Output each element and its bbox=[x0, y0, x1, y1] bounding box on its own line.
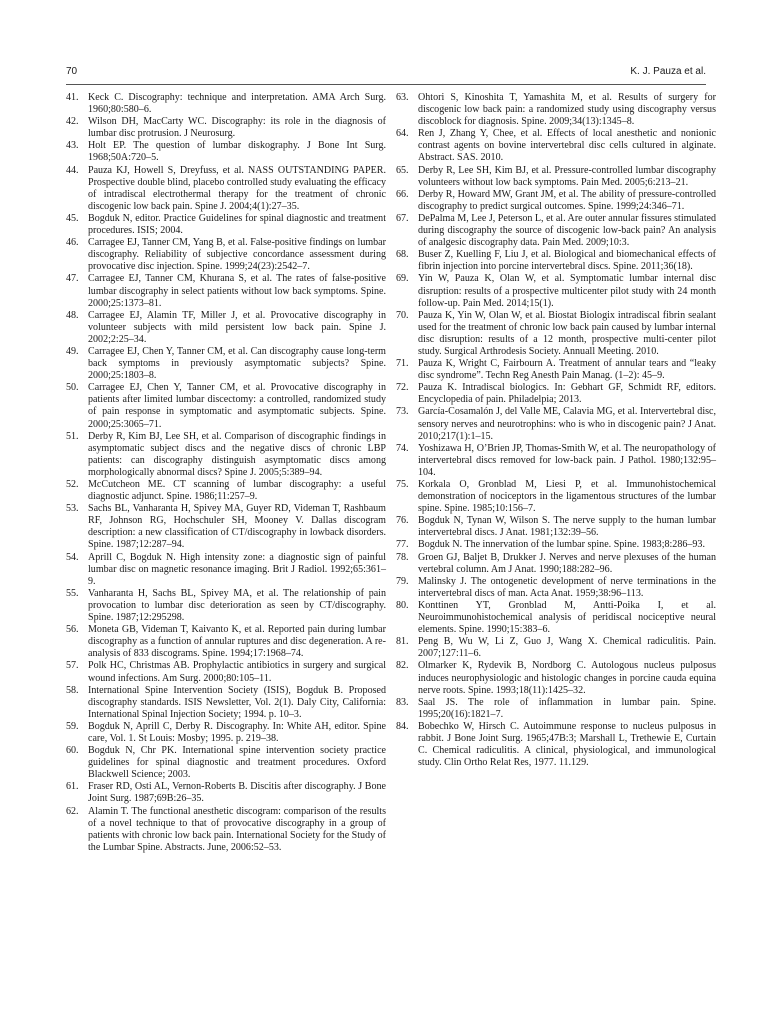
reference-number: 51. bbox=[66, 430, 79, 442]
reference-text: Peng B, Wu W, Li Z, Guo J, Wang X. Chemical radiculitis. Pain. 2007;127:11–6. bbox=[418, 636, 716, 660]
reference-text: Aprill C, Bogduk N. High intensity zone: a diagnostic sign of painful lumbar disc on magnetic resonance imaging. Brit J Radiol. 1992;65:361–9. bbox=[88, 551, 386, 587]
reference-text: Carragee EJ, Alamin TF, Miller J, et al. Provocative discography in volunteer subjects with mild persistent low back pain. Spine J. 2002;2:25–34. bbox=[88, 309, 386, 345]
reference-text: Sachs BL, Vanharanta H, Spivey MA, Guyer RD, Videman T, Rashbaum RF, Johnson RG, Hochschuler SH, Mooney V. Dallas discogram description: a new classification of CT/discography in lowback disorders. Spine. 1987;12:287–94. bbox=[88, 503, 386, 551]
reference-text: Keck C. Discography: technique and interpretation. AMA Arch Surg. 1960;80:580–6. bbox=[88, 92, 386, 116]
reference-number: 63. bbox=[396, 92, 409, 103]
reference-item bbox=[396, 406, 716, 442]
reference-number: 49. bbox=[66, 345, 79, 357]
reference-item bbox=[66, 624, 386, 660]
reference-text: Bogduk N. The innervation of the lumbar spine. Spine. 1983;8:286–93. bbox=[418, 539, 705, 551]
reference-text: Korkala O, Gronblad M, Liesi P, et al. Immunohistochemical demonstration of nociceptors in the ligamentous structures of the lumbar spine. Spine. 1985;10:156–7. bbox=[418, 479, 716, 515]
reference-item bbox=[66, 781, 386, 805]
page-header bbox=[66, 66, 706, 80]
reference-text: Pauza KJ, Howell S, Dreyfuss, et al. NASS OUTSTANDING PAPER. Prospective double blind, placebo controlled study evaluating the efficacy of intradiscal electrothermal therapy for the treatment of chronic discogenic low back pain. Spine J. 2004;4(1):27–35. bbox=[88, 164, 386, 212]
reference-number: 65. bbox=[396, 164, 409, 176]
reference-text: Pauza K, Yin W, Olan W, et al. Biostat Biologix intradiscal fibrin sealant used for the treatment of chronic low back pain caused by lumbar internal disc disruption: results of a 12 month, prospective multi-center pilot study. Surgical Arthrodesis Society. Annuall Meeting. 2010. bbox=[418, 309, 716, 357]
reference-text: Malinsky J. The ontogenetic development of nerve terminations in the intervertebral discs of man. Acta Anat. 1959;38:96–113. bbox=[418, 575, 716, 599]
reference-item bbox=[396, 539, 716, 551]
reference-number: 75. bbox=[396, 479, 409, 490]
reference-number: 79. bbox=[396, 575, 409, 587]
reference-item bbox=[66, 685, 386, 721]
reference-item bbox=[66, 721, 386, 745]
reference-item bbox=[66, 273, 386, 309]
reference-text: DePalma M, Lee J, Peterson L, et al. Are outer annular fissures stimulated during discography the source of discogenic low-back pain? An analysis of analgesic discography data. Pain Med. 2009;10:3. bbox=[418, 212, 716, 249]
reference-item bbox=[66, 745, 386, 781]
reference-item bbox=[66, 660, 386, 684]
reference-text: Alamin T. The functional anesthetic discogram: comparison of the results of a novel technique to that of provocative discography in a group of patients with chronic low back pain. International Society for the Study of the Lumbar Spine. Abstracts. June, 2006:52–53. bbox=[88, 805, 386, 853]
reference-text: Derby R, Howard MW, Grant JM, et al. The ability of pressure-controlled discography to predict surgical outcomes. Spine. 1999;24:346–71. bbox=[418, 188, 716, 212]
page-number: 70 bbox=[66, 66, 78, 77]
reference-number: 81. bbox=[396, 636, 409, 648]
reference-text: Derby R, Kim BJ, Lee SH, et al. Comparison of discographic findings in asymptomatic subject discs and the negative discs of chronic LBP patients: can discography distinguish asymptomatic discs among morphologically abnormal discs? Spine J. 2005;5:389–94. bbox=[88, 430, 386, 478]
reference-item bbox=[396, 382, 716, 406]
reference-item bbox=[396, 92, 716, 128]
reference-number: 70. bbox=[396, 309, 409, 321]
reference-item bbox=[396, 128, 716, 164]
reference-number: 72. bbox=[396, 382, 409, 394]
reference-number: 68. bbox=[396, 249, 409, 261]
reference-text: Derby R, Lee SH, Kim BJ, et al. Pressure-controlled lumbar discography volunteers without low back symptoms. Pain Med. 2005;6:213–21. bbox=[418, 164, 716, 188]
running-head: K. J. Pauza et al. bbox=[630, 66, 706, 77]
reference-item bbox=[66, 503, 386, 551]
reference-text: Carragee EJ, Chen Y, Tanner CM, et al. Provocative discography in patients after limited lumbar discectomy: a controlled, randomized study of pain response in symptomatic and asymptomatic subjects. Spine. 2000;25:3065–71. bbox=[88, 382, 386, 430]
reference-item bbox=[66, 382, 386, 430]
reference-text: Bogduk N, Tynan W, Wilson S. The nerve supply to the human lumbar intervertebral discs. J Anat. 1981;132:39–56. bbox=[418, 515, 716, 539]
reference-text: Yoshizawa H, O’Brien JP, Thomas-Smith W, et al. The neuropathology of intervertebral discs removed for low-back pain. J Pathol. 1980;132:95–104. bbox=[418, 442, 716, 478]
reference-item bbox=[396, 636, 716, 660]
reference-number: 53. bbox=[66, 503, 79, 515]
reference-item bbox=[396, 310, 716, 358]
reference-number: 50. bbox=[66, 382, 79, 394]
reference-number: 46. bbox=[66, 237, 79, 249]
header-rule bbox=[66, 84, 706, 85]
reference-item bbox=[396, 443, 716, 479]
reference-text: Holt EP. The question of lumbar diskography. J Bone Int Surg. 1968;50A:720–5. bbox=[88, 140, 386, 164]
references-column-left bbox=[66, 92, 386, 854]
reference-text: Ohtori S, Kinoshita T, Yamashita M, et al. Results of surgery for discogenic low back pain: a randomized study using discography versus discoblock for diagnosis. Spine. 2009;34(13):1345–8. bbox=[418, 92, 716, 128]
reference-text: Bogduk N, editor. Practice Guidelines for spinal diagnostic and treatment procedures. ISIS; 2004. bbox=[88, 212, 386, 237]
reference-text: Olmarker K, Rydevik B, Nordborg C. Autologous nucleus pulposus induces neurophysiologic and histologic changes in porcine cauda equina nerve roots. Spine. 1993;18(11):1425–32. bbox=[418, 660, 716, 696]
reference-item bbox=[66, 431, 386, 479]
reference-number: 62. bbox=[66, 805, 79, 817]
reference-number: 47. bbox=[66, 273, 79, 285]
reference-number: 80. bbox=[396, 599, 409, 611]
reference-text: Wilson DH, MacCarty WC. Discography: its role in the diagnosis of lumbar disc protrusion. J Neurosurg. bbox=[88, 116, 386, 140]
reference-number: 42. bbox=[66, 116, 79, 128]
reference-number: 60. bbox=[66, 745, 79, 757]
reference-text: Ren J, Zhang Y, Chee, et al. Effects of local anesthetic and nonionic contrast agents on bovine intervertebral disc cells cultured in alginate. Abstract. SAS. 2010. bbox=[418, 128, 716, 164]
reference-item bbox=[396, 165, 716, 189]
reference-text: Carragee EJ, Tanner CM, Yang B, et al. False-positive findings on lumbar discography. Reliability of subjective concordance assessment during provocative disc injection. Spine. 1999;24(23):2542–7. bbox=[88, 237, 386, 273]
reference-text: Polk HC, Christmas AB. Prophylactic antibiotics in surgery and surgical wound infections. Am Surg. 2000;80:105–11. bbox=[88, 660, 386, 684]
reference-text: Konttinen YT, Gronblad M, Antti-Poika I, et al. Neuroimmunohistochemical analysis of peridiscal nociceptive neural elements. Spine. 1990;15:383–6. bbox=[418, 599, 716, 636]
reference-number: 83. bbox=[396, 696, 409, 708]
reference-item bbox=[396, 552, 716, 576]
reference-item bbox=[66, 479, 386, 503]
reference-item bbox=[66, 552, 386, 588]
reference-number: 76. bbox=[396, 515, 409, 527]
reference-number: 55. bbox=[66, 587, 79, 599]
reference-item bbox=[396, 515, 716, 539]
reference-number: 56. bbox=[66, 624, 79, 636]
reference-number: 44. bbox=[66, 164, 79, 176]
reference-text: International Spine Intervention Society (ISIS), Bogduk B. Proposed discography standards. ISIS Newsletter, Vol. 2(1). Daly City, California: International Spinal Injection Society; 1994. p. 10–3. bbox=[88, 684, 386, 720]
reference-item bbox=[396, 600, 716, 636]
reference-number: 71. bbox=[396, 358, 409, 370]
reference-number: 48. bbox=[66, 309, 79, 321]
reference-item bbox=[396, 213, 716, 249]
reference-number: 54. bbox=[66, 551, 79, 563]
reference-text: Groen GJ, Baljet B, Drukker J. Nerves and nerve plexuses of the human vertebral column. Am J Anat. 1990;188:282–96. bbox=[418, 551, 716, 575]
reference-number: 66. bbox=[396, 188, 409, 200]
reference-text: Moneta GB, Videman T, Kaivanto K, et al. Reported pain during lumbar discography as a function of annular ruptures and disc degeneration. A re-analysis of 833 discograms. Spine. 1994;17:1968–74. bbox=[88, 624, 386, 660]
reference-item bbox=[66, 92, 386, 116]
reference-text: Bogduk N, Aprill C, Derby R. Discography. In: White AH, editor. Spine care, Vol. 1. St Louis: Mosby; 1995. p. 219–38. bbox=[88, 720, 386, 744]
reference-number: 61. bbox=[66, 781, 79, 793]
reference-number: 73. bbox=[396, 406, 409, 418]
reference-item bbox=[396, 189, 716, 213]
reference-text: Carragee EJ, Chen Y, Tanner CM, et al. Can discography cause long-term back symptoms in previously asymptomatic subjects? Spine. 2000;25:1803–8. bbox=[88, 345, 386, 382]
reference-number: 84. bbox=[396, 720, 409, 732]
reference-item bbox=[396, 479, 716, 515]
reference-item bbox=[66, 116, 386, 140]
reference-text: McCutcheon ME. CT scanning of lumbar discography: a useful diagnostic adjunct. Spine. 1986;11:257–9. bbox=[88, 479, 386, 503]
reference-number: 78. bbox=[396, 551, 409, 563]
reference-text: Bogduk N, Chr PK. International spine intervention society practice guidelines for spinal diagnostic and treatment procedures. Oxford Blackwell Science; 2003. bbox=[88, 745, 386, 781]
reference-item bbox=[66, 213, 386, 237]
reference-text: Fraser RD, Osti AL, Vernon-Roberts B. Discitis after discography. J Bone Joint Surg. 1987;69B:26–35. bbox=[88, 781, 386, 805]
reference-text: Carragee EJ, Tanner CM, Khurana S, et al. The rates of false-positive lumbar discography in select patients without low back symptoms. Spine. 2000;25:1373–81. bbox=[88, 273, 386, 309]
reference-number: 67. bbox=[396, 212, 409, 224]
reference-text: Saal JS. The role of inflammation in lumbar pain. Spine. 1995;20(16):1821–7. bbox=[418, 696, 716, 720]
reference-number: 41. bbox=[66, 92, 79, 103]
reference-item bbox=[396, 249, 716, 273]
reference-item bbox=[396, 273, 716, 309]
reference-item bbox=[66, 588, 386, 624]
reference-number: 43. bbox=[66, 140, 79, 152]
reference-text: Yin W, Pauza K, Olan W, et al. Symptomatic lumbar internal disc disruption: results of a prospective multicenter pilot study with 24 month follow-up. Pain Med. 2014;15(1). bbox=[418, 273, 716, 309]
reference-number: 64. bbox=[396, 128, 409, 140]
reference-item bbox=[396, 576, 716, 600]
reference-item bbox=[66, 806, 386, 854]
reference-item bbox=[66, 165, 386, 213]
reference-item bbox=[66, 237, 386, 273]
reference-item bbox=[396, 660, 716, 696]
reference-number: 52. bbox=[66, 479, 79, 490]
reference-number: 45. bbox=[66, 212, 79, 224]
references-column-right bbox=[396, 92, 716, 769]
reference-number: 59. bbox=[66, 720, 79, 732]
reference-text: Bobechko W, Hirsch C. Autoimmune response to nucleus pulposus in rabbit. J Bone Joint Surg. 1965;47B:3; Marshall L, Trethewie E, Curtain C. Chemical radiculitis. A clinical, physiological, and immunological study. Clin Ortho Relat Res, 1977. 11.129. bbox=[418, 720, 716, 769]
reference-number: 77. bbox=[396, 539, 409, 551]
reference-number: 82. bbox=[396, 660, 409, 672]
reference-item bbox=[66, 346, 386, 382]
reference-text: Vanharanta H, Sachs BL, Spivey MA, et al. The relationship of pain provocation to lumbar disc deterioration as seen by CT/discography. Spine. 1987;12:295298. bbox=[88, 587, 386, 624]
reference-number: 57. bbox=[66, 660, 79, 672]
reference-item bbox=[396, 358, 716, 382]
reference-text: García-Cosamalón J, del Valle ME, Calavia MG, et al. Intervertebral disc, sensory nerves and neurotrophins: who is who in discogenic pain? J Anat. 2010;217(1):1–15. bbox=[418, 406, 716, 442]
reference-number: 74. bbox=[396, 442, 409, 454]
reference-item bbox=[66, 140, 386, 164]
reference-number: 69. bbox=[396, 273, 409, 285]
reference-text: Pauza K, Wright C, Fairbourn A. Treatment of annular tears and “leaky disc syndrome”. Techn Reg Anesth Pain Manag. (1–2): 45–9. bbox=[418, 358, 716, 382]
reference-number: 58. bbox=[66, 684, 79, 696]
reference-text: Pauza K. Intradiscal biologics. In: Gebhart GF, Schmidt RF, editors. Encyclopedia of pain. Philadelpia; 2013. bbox=[418, 382, 716, 406]
reference-item bbox=[396, 697, 716, 721]
reference-item bbox=[396, 721, 716, 769]
reference-text: Buser Z, Kuelling F, Liu J, et al. Biological and biomechanical effects of fibrin injection into porcine intervertebral discs. Spine. 2011;36(18). bbox=[418, 249, 716, 273]
reference-item bbox=[66, 310, 386, 346]
